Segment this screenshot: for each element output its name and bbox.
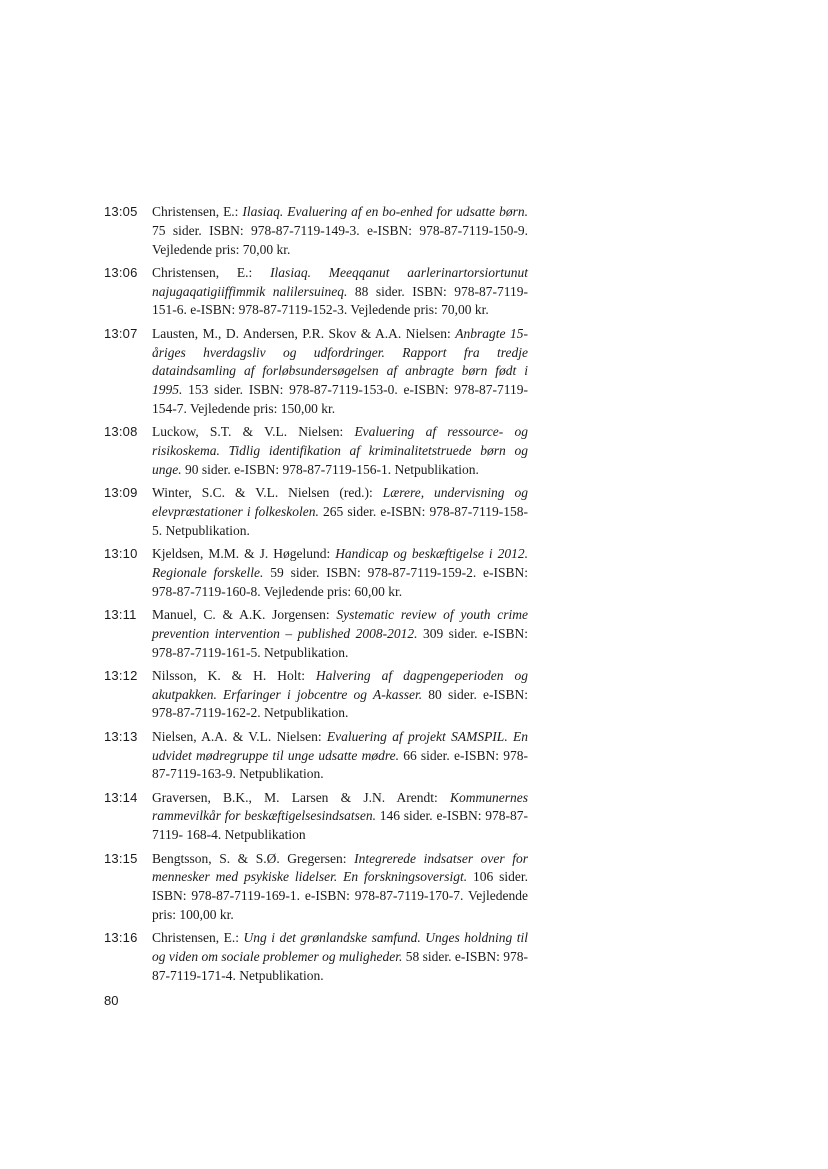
entry-details: 75 sider. ISBN: 978-87-7119-149-3. e-ISBN: 978-87-7119-150-9. Vejledende pris: 70,00 kr.	[152, 222, 528, 257]
entry-authors: Christensen, E.:	[152, 930, 244, 946]
list-item	[104, 789, 528, 845]
entry-title: Kommunernes rammevilkår for beskæftigelsesindsatsen.	[152, 789, 528, 824]
entry-authors: Nilsson, K. & H. Holt:	[152, 667, 316, 683]
entry-number: 13:07	[104, 325, 138, 341]
entry-title: Ung i det grønlandske samfund. Unges holdning til og viden om sociale problemer og muligheder.	[152, 930, 528, 964]
entry-authors: Lausten, M., D. Andersen, P.R. Skov & A.A. Nielsen:	[152, 325, 456, 341]
entry-number: 13:12	[104, 667, 138, 683]
entry-title: Anbragte 15-åriges hverdagsliv og udfordringer. Rapport fra tredje dataindsamling af forløbsundersøgelsen af anbragte børn født i 1995.	[152, 325, 528, 398]
page-number: 80	[104, 993, 119, 1008]
entry-details: 88 sider. ISBN: 978-87-7119-151-6. e-ISBN: 978-87-7119-152-3. Vejledende pris: 70,00 kr.	[152, 283, 528, 318]
list-item	[104, 423, 528, 479]
entry-number: 13:16	[104, 930, 138, 946]
entry-title: Ilasiaq. Meeqqanut aarlerinartorsiortunut najugaqatigiiffimmik nalilersuineq.	[152, 264, 528, 299]
entry-text	[152, 728, 528, 784]
list-item	[104, 667, 528, 723]
entry-title: Halvering af dagpengeperioden og akutpakken. Erfaringer i jobcentre og A-kasser.	[152, 667, 528, 702]
list-item	[104, 325, 528, 419]
entry-title: Integrerede indsatser over for mennesker med psykiske lidelser. En forskningsoversigt.	[152, 850, 528, 885]
entry-authors: Kjeldsen, M.M. & J. Høgelund:	[152, 546, 336, 562]
entry-authors: Winter, S.C. & V.L. Nielsen (red.):	[152, 485, 383, 501]
entry-title: Handicap og beskæftigelse i 2012. Regionale forskelle.	[152, 546, 528, 580]
entry-number: 13:08	[104, 424, 138, 440]
entry-details: 80 sider. e-ISBN: 978-87-7119-162-2. Netpublikation.	[152, 686, 528, 721]
entry-title: Lærere, undervisning og elevpræstationer i folkeskolen.	[152, 485, 528, 519]
entry-text	[152, 850, 528, 925]
list-item	[104, 728, 528, 784]
entry-details: 309 sider. e-ISBN: 978-87-7119-161-5. Netpublikation.	[152, 625, 528, 660]
entry-text	[152, 484, 528, 540]
entry-text	[152, 203, 528, 259]
entry-details: 106 sider. ISBN: 978-87-7119-169-1. e-ISBN: 978-87-7119-170-7. Vejledende pris: 100,00 kr.	[152, 869, 528, 922]
entry-authors: Manuel, C. & A.K. Jorgensen:	[152, 606, 337, 622]
entry-title: Systematic review of youth crime prevention intervention – published 2008-2012.	[152, 606, 528, 641]
entry-details: 146 sider. e-ISBN: 978-87-7119- 168-4. Netpublikation	[152, 808, 528, 843]
entry-details: 59 sider. ISBN: 978-87-7119-159-2. e-ISBN: 978-87-7119-160-8. Vejledende pris: 60,00 kr.	[152, 564, 529, 599]
entry-details: 66 sider. e-ISBN: 978-87-7119-163-9. Netpublikation.	[152, 747, 528, 782]
entry-title: Ilasiaq. Evaluering af en bo-enhed for udsatte børn.	[242, 204, 528, 219]
list-item	[104, 545, 528, 601]
entry-text	[152, 423, 528, 479]
entry-text	[152, 789, 528, 845]
list-item	[104, 850, 528, 925]
entry-authors: Luckow, S.T. & V.L. Nielsen:	[152, 424, 355, 440]
entry-details: 58 sider. e-ISBN: 978-87-7119-171-4. Netpublikation.	[152, 948, 528, 983]
entry-text	[152, 325, 528, 419]
entry-details: 90 sider. e-ISBN: 978-87-7119-156-1. Netpublikation.	[181, 461, 479, 477]
entry-number: 13:06	[104, 264, 138, 280]
list-item	[104, 606, 528, 662]
entry-text	[152, 606, 528, 662]
entry-authors: Christensen, E.:	[152, 264, 271, 280]
entry-number: 13:11	[104, 606, 137, 622]
entry-number: 13:15	[104, 850, 138, 866]
entry-number: 13:05	[104, 204, 138, 219]
list-item	[104, 929, 528, 985]
list-item	[104, 264, 528, 320]
publication-list	[104, 203, 528, 990]
entry-authors: Bengtsson, S. & S.Ø. Gregersen:	[152, 850, 355, 866]
list-item	[104, 203, 528, 259]
entry-number: 13:14	[104, 789, 138, 805]
entry-authors: Christensen, E.:	[152, 204, 243, 219]
entry-authors: Graversen, B.K., M. Larsen & J.N. Arendt:	[152, 789, 450, 805]
entry-text	[152, 545, 528, 601]
entry-text	[152, 667, 528, 723]
entry-number: 13:09	[104, 485, 138, 501]
entry-text	[152, 264, 528, 320]
entry-title: Evaluering af ressource- og risikoskema. Tidlig identifikation af kriminalitetstruede børn og unge.	[152, 424, 528, 477]
list-item	[104, 484, 528, 540]
entry-text	[152, 929, 528, 985]
entry-details: 265 sider. e-ISBN: 978-87-7119-158-5. Netpublikation.	[152, 503, 528, 538]
entry-number: 13:13	[104, 728, 138, 744]
entry-number: 13:10	[104, 546, 138, 562]
entry-details: 153 sider. ISBN: 978-87-7119-153-0. e-ISBN: 978-87-7119-154-7. Vejledende pris: 150,00 kr.	[152, 382, 528, 416]
entry-title: Evaluering af projekt SAMSPIL. En udvidet mødregruppe til unge udsatte mødre.	[152, 728, 528, 763]
entry-authors: Nielsen, A.A. & V.L. Nielsen:	[152, 728, 327, 744]
